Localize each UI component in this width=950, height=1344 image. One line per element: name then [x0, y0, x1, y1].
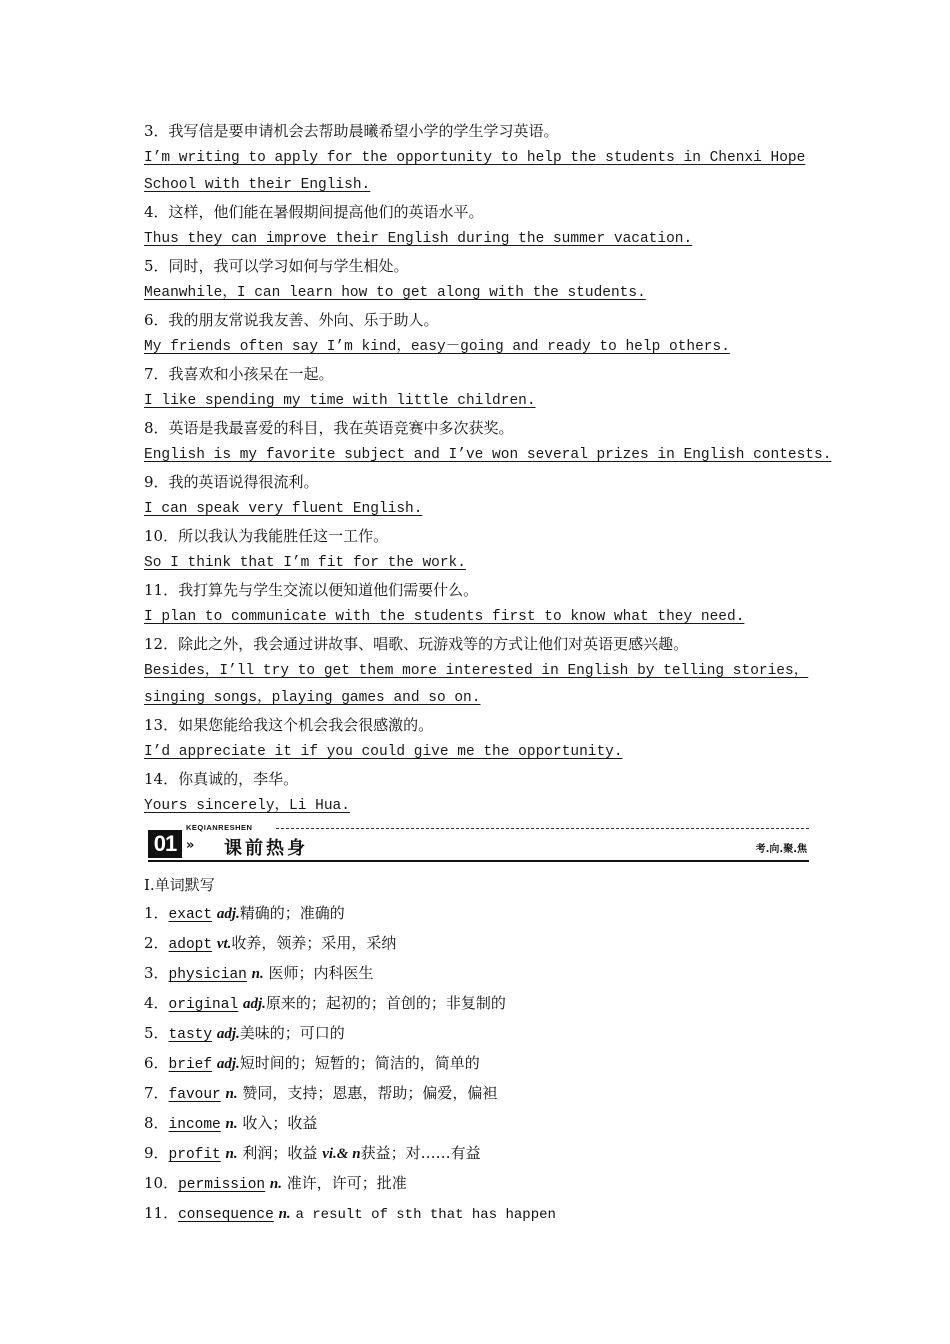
sentence-en: So I think that I’m fit for the work. [144, 555, 466, 571]
sentence-en: My friends often say I’m kind，easy－going and ready to help others. [144, 339, 730, 355]
vocab-pos: vt. [216, 936, 232, 952]
vocab-definition: 美味的；可口的 [239, 1024, 345, 1042]
vocab-word: favour [168, 1087, 221, 1103]
vocab-pos: adj. [216, 1056, 240, 1072]
sentence-zh: 7．我喜欢和小孩呆在一起。 [144, 365, 334, 383]
chevron-right-icon: » [186, 838, 195, 853]
vocab-item [144, 1139, 809, 1169]
vocab-pos-secondary: vi.& n [322, 1146, 361, 1162]
section-banner [144, 823, 809, 864]
vocab-number: 4． [144, 994, 169, 1012]
vocab-number: 5． [144, 1024, 169, 1042]
vocab-pos: adj. [216, 1026, 240, 1042]
sentence-en: I can speak very fluent English. [144, 501, 423, 517]
vocab-definition: 准许，许可；批准 [286, 1174, 407, 1192]
sentence-en: I’m writing to apply for the opportunity to help the students in Chenxi Hope School with their English. [144, 150, 806, 193]
vocab-item [144, 1049, 809, 1079]
sentence-zh: 6．我的朋友常说我友善、外向、乐于助人。 [144, 311, 439, 329]
vocab-word: profit [168, 1147, 221, 1163]
vocab-pos: adj. [242, 996, 266, 1012]
sentence-en: I’d appreciate it if you could give me the opportunity. [144, 744, 623, 760]
vocab-pos: n. [225, 1146, 238, 1162]
vocab-item [144, 929, 809, 959]
sentence-zh: 4．这样，他们能在暑假期间提高他们的英语水平。 [144, 203, 484, 221]
vocab-pos: n. [278, 1206, 291, 1222]
vocab-pos: n. [251, 966, 264, 982]
sentence-en: English is my favorite subject and I’ve won several prizes in English contests. [144, 447, 832, 463]
banner-number-badge: 01 [148, 830, 182, 858]
sentence-zh: 14．你真诚的，李华。 [144, 770, 299, 788]
banner-pinyin: KEQIANRESHEN [186, 823, 253, 832]
vocab-pos: n. [225, 1116, 238, 1132]
document-page [144, 118, 832, 1229]
vocab-number: 2． [144, 934, 169, 952]
sentence-zh: 11．我打算先与学生交流以便知道他们需要什么。 [144, 581, 479, 599]
sentence-zh: 3．我写信是要申请机会去帮助晨曦希望小学的学生学习英语。 [144, 122, 559, 140]
vocab-word: physician [168, 967, 247, 983]
vocab-item [144, 1199, 809, 1229]
vocab-item [144, 1169, 809, 1199]
vocab-word: consequence [178, 1207, 274, 1223]
sentence-en: Besides，I’ll try to get them more interested in English by telling stories，singing songs，playing games and so on. [144, 663, 809, 706]
vocab-number: 6． [144, 1054, 169, 1072]
vocab-definition: 原来的；起初的；首创的；非复制的 [265, 994, 506, 1012]
sentence-zh: 13．如果您能给我这个机会我会很感激的。 [144, 716, 434, 734]
sentence-zh: 12．除此之外，我会通过讲故事、唱歌、玩游戏等的方式让他们对英语更感兴趣。 [144, 635, 689, 653]
vocab-item [144, 1079, 809, 1109]
vocab-number: 3． [144, 964, 169, 982]
vocab-word: original [168, 997, 239, 1013]
banner-rule [148, 860, 809, 862]
banner-dashed-line [276, 828, 809, 829]
vocab-definition: 医师；内科医生 [268, 964, 374, 982]
vocab-number: 7． [144, 1084, 169, 1102]
vocab-word: brief [168, 1057, 213, 1073]
vocab-word: income [168, 1117, 221, 1133]
vocab-item [144, 989, 809, 1019]
vocab-definition: 短时间的；短暂的；简洁的，简单的 [239, 1054, 480, 1072]
banner-right-label: 考.向.聚.焦 [755, 844, 807, 855]
sentence-zh: 10．所以我认为我能胜任这一工作。 [144, 527, 389, 545]
vocab-word: tasty [168, 1027, 213, 1043]
vocab-item [144, 959, 809, 989]
vocab-definition-secondary: 获益；对……有益 [360, 1144, 481, 1162]
vocab-pos: n. [225, 1086, 238, 1102]
vocab-definition: 收入；收益 [242, 1114, 318, 1132]
vocab-definition: 精确的；准确的 [239, 904, 345, 922]
section-heading: Ⅰ.单词默写 [144, 876, 215, 894]
vocab-word: adopt [168, 937, 213, 953]
vocab-definition: 利润；收益 [242, 1144, 318, 1162]
vocab-item [144, 1109, 809, 1139]
vocab-definition: 收养，领养；采用，采纳 [231, 934, 397, 952]
vocab-number: 10． [144, 1174, 179, 1192]
vocab-word: exact [168, 907, 213, 923]
vocab-number: 11． [144, 1204, 179, 1222]
vocab-item [144, 1019, 809, 1049]
sentence-en: I plan to communicate with the students first to know what they need. [144, 609, 745, 625]
banner-title: 课前热身 [224, 838, 308, 859]
vocab-definition: 赞同，支持；恩惠，帮助；偏爱，偏袒 [242, 1084, 498, 1102]
sentence-zh: 9．我的英语说得很流利。 [144, 473, 319, 491]
sentence-en: Meanwhile，I can learn how to get along with the students. [144, 285, 646, 301]
vocab-definition: a result of sth that has happen [295, 1207, 556, 1223]
sentence-en: I like spending my time with little children. [144, 393, 536, 409]
vocab-list [144, 899, 809, 1229]
vocab-item [144, 899, 809, 929]
vocab-pos: n. [269, 1176, 282, 1192]
sentence-list [144, 118, 832, 820]
sentence-zh: 5．同时，我可以学习如何与学生相处。 [144, 257, 409, 275]
sentence-zh: 8．英语是我最喜爱的科目，我在英语竞赛中多次获奖。 [144, 419, 514, 437]
sentence-en: Thus they can improve their English during the summer vacation. [144, 231, 693, 247]
vocab-number: 9． [144, 1144, 169, 1162]
vocab-pos: adj. [216, 906, 240, 922]
vocab-word: permission [178, 1177, 266, 1193]
vocab-number: 8． [144, 1114, 169, 1132]
sentence-en: Yours sincerely，Li Hua. [144, 798, 350, 814]
vocab-number: 1． [144, 904, 169, 922]
